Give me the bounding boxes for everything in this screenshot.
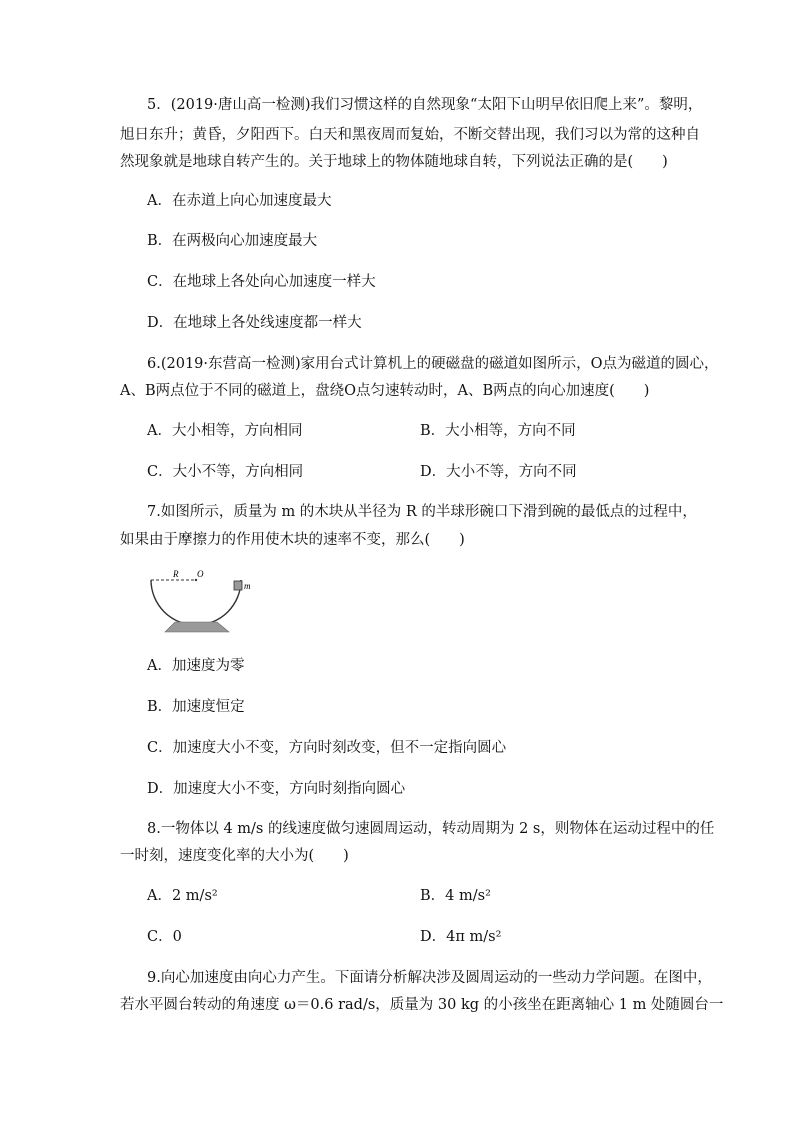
q5-stem-line1: 5．(2019·唐山高一检测)我们习惯这样的自然现象“太阳下山明早依旧爬上来”。黎明， xyxy=(147,97,703,113)
q8-stem-line1: 8.一物体以 4 m/s 的线速度做匀速圆周运动，转动周期为 2 s，则物体在运动过程中的任 xyxy=(147,821,715,837)
q8-stem-line2: 一时刻，速度变化率的大小为( ) xyxy=(120,848,349,864)
q5-stem-line3: 然现象就是地球自转产生的。关于地球上的物体随地球自转，下列说法正确的是( ) xyxy=(120,154,668,170)
q7-stem-line2: 如果由于摩擦力的作用使木块的速率不变，那么( ) xyxy=(120,532,465,548)
q5-option-a: A．在赤道上向心加速度最大 xyxy=(147,193,332,209)
q6-stem-line2: A、B两点位于不同的磁道上，盘绕O点匀速转动时，A、B两点的向心加速度( ) xyxy=(120,383,650,399)
q5-option-d: D．在地球上各处线速度都一样大 xyxy=(147,315,362,331)
q6-option-c: C．大小不等，方向相同 xyxy=(147,464,304,480)
q5-stem-line2: 旭日东升；黄昏，夕阳西下。白天和黑夜周而复始，不断交替出现，我们习以为常的这种自 xyxy=(120,127,700,143)
q5-option-c: C．在地球上各处向心加速度一样大 xyxy=(147,274,376,290)
q9-stem-line2: 若水平圆台转动的角速度 ω＝0.6 rad/s，质量为 30 kg 的小孩坐在距离轴心 1 m 处随圆台一 xyxy=(120,997,724,1013)
q8-option-c: C．0 xyxy=(147,929,182,945)
q9-stem-line1: 9.向心加速度由向心力产生。下面请分析解决涉及圆周运动的一些动力学问题。在图中， xyxy=(147,970,712,986)
q8-option-d: D．4π m/s² xyxy=(420,929,502,945)
bowl-figure xyxy=(145,566,275,636)
q6-stem-line1: 6.(2019·东营高一检测)家用台式计算机上的硬磁盘的磁道如图所示，O点为磁道的圆心， xyxy=(147,356,719,372)
q6-option-a: A．大小相等，方向相同 xyxy=(147,423,303,439)
q8-option-b: B．4 m/s² xyxy=(420,888,491,904)
q7-stem-line1: 7.如图所示，质量为 m 的木块从半径为 R 的半球形碗口下滑到碗的最低点的过程中， xyxy=(147,504,697,520)
q7-option-d: D．加速度大小不变，方向时刻指向圆心 xyxy=(147,781,406,797)
q6-option-d: D．大小不等，方向不同 xyxy=(420,464,577,480)
q7-option-b: B．加速度恒定 xyxy=(147,699,245,715)
q8-option-a: A．2 m/s² xyxy=(147,888,218,904)
q6-option-b: B．大小相等，方向不同 xyxy=(420,423,576,439)
q7-option-c: C．加速度大小不变，方向时刻改变，但不一定指向圆心 xyxy=(147,740,507,756)
center-point xyxy=(195,579,197,581)
q5-option-b: B．在两极向心加速度最大 xyxy=(147,233,318,249)
q7-option-a: A．加速度为零 xyxy=(147,658,245,674)
label-o: O xyxy=(197,569,204,579)
bowl-arc xyxy=(151,580,241,625)
bowl-base xyxy=(165,622,229,632)
block-m xyxy=(234,581,242,590)
label-r: R xyxy=(173,569,179,579)
label-m: m xyxy=(244,581,251,591)
